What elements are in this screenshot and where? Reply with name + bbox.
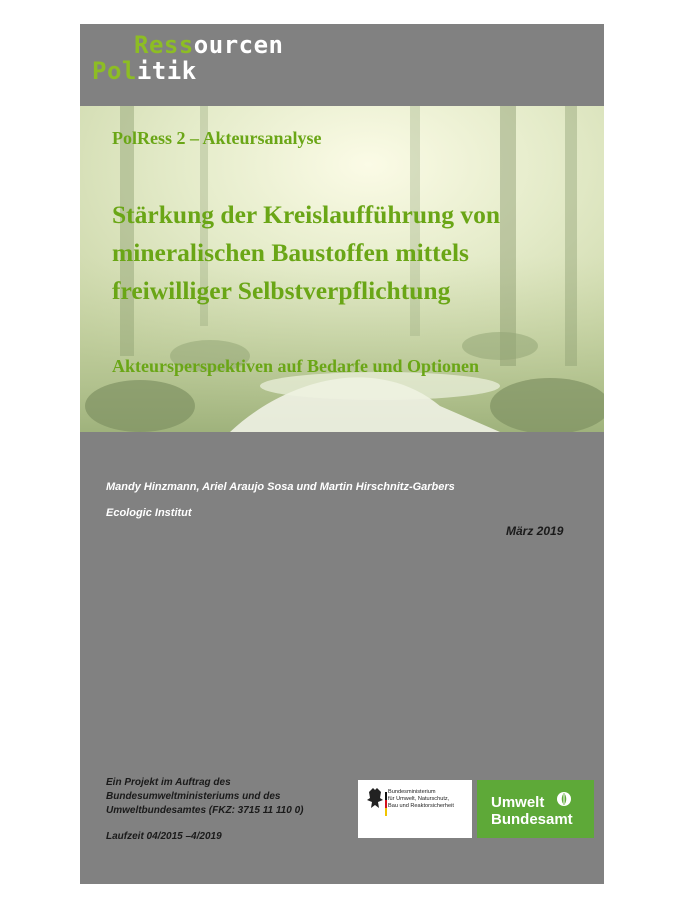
project-info-line: Ein Projekt im Auftrag des <box>106 777 231 788</box>
report-subtitle: Akteursperspektiven auf Bedarfe und Optionen <box>112 356 480 376</box>
publication-date: März 2019 <box>506 524 564 538</box>
federal-eagle-icon <box>362 784 388 834</box>
uba-text: Umwelt Bundesamt <box>491 794 573 828</box>
authors: Mandy Hinzmann, Ariel Araujo Sosa und Martin Hirschnitz-Garbers <box>106 481 455 493</box>
title-line: freiwilliger Selbstverpflichtung <box>112 276 451 305</box>
forest-hero-image <box>80 106 604 432</box>
project-runtime: Laufzeit 04/2015 –4/2019 <box>106 831 222 842</box>
report-title <box>112 196 592 310</box>
ressourcen-politik-logo <box>92 32 284 84</box>
institute: Ecologic Institut <box>106 507 192 519</box>
project-info <box>106 776 366 844</box>
logo-line-1: Ressourcen <box>134 31 284 59</box>
globe-leaf-icon <box>556 791 572 807</box>
uba-logo <box>477 780 594 838</box>
cover-text <box>80 106 604 432</box>
cover-page <box>80 24 604 884</box>
title-line: mineralischen Baustoffen mittels <box>112 238 469 267</box>
project-info-line: Umweltbundesamtes (FKZ: 3715 11 110 0) <box>106 805 304 816</box>
logo-line-2: Politik <box>92 57 197 85</box>
title-line: Stärkung der Kreislaufführung von <box>112 200 501 229</box>
series-title: PolRess 2 – Akteursanalyse <box>112 128 322 148</box>
bmu-logo <box>358 780 472 838</box>
project-info-line: Bundesumweltministeriums und des <box>106 791 281 802</box>
bmu-text: Bundesministerium für Umwelt, Naturschutz, Bau und Reaktorsicherheit <box>388 789 454 809</box>
